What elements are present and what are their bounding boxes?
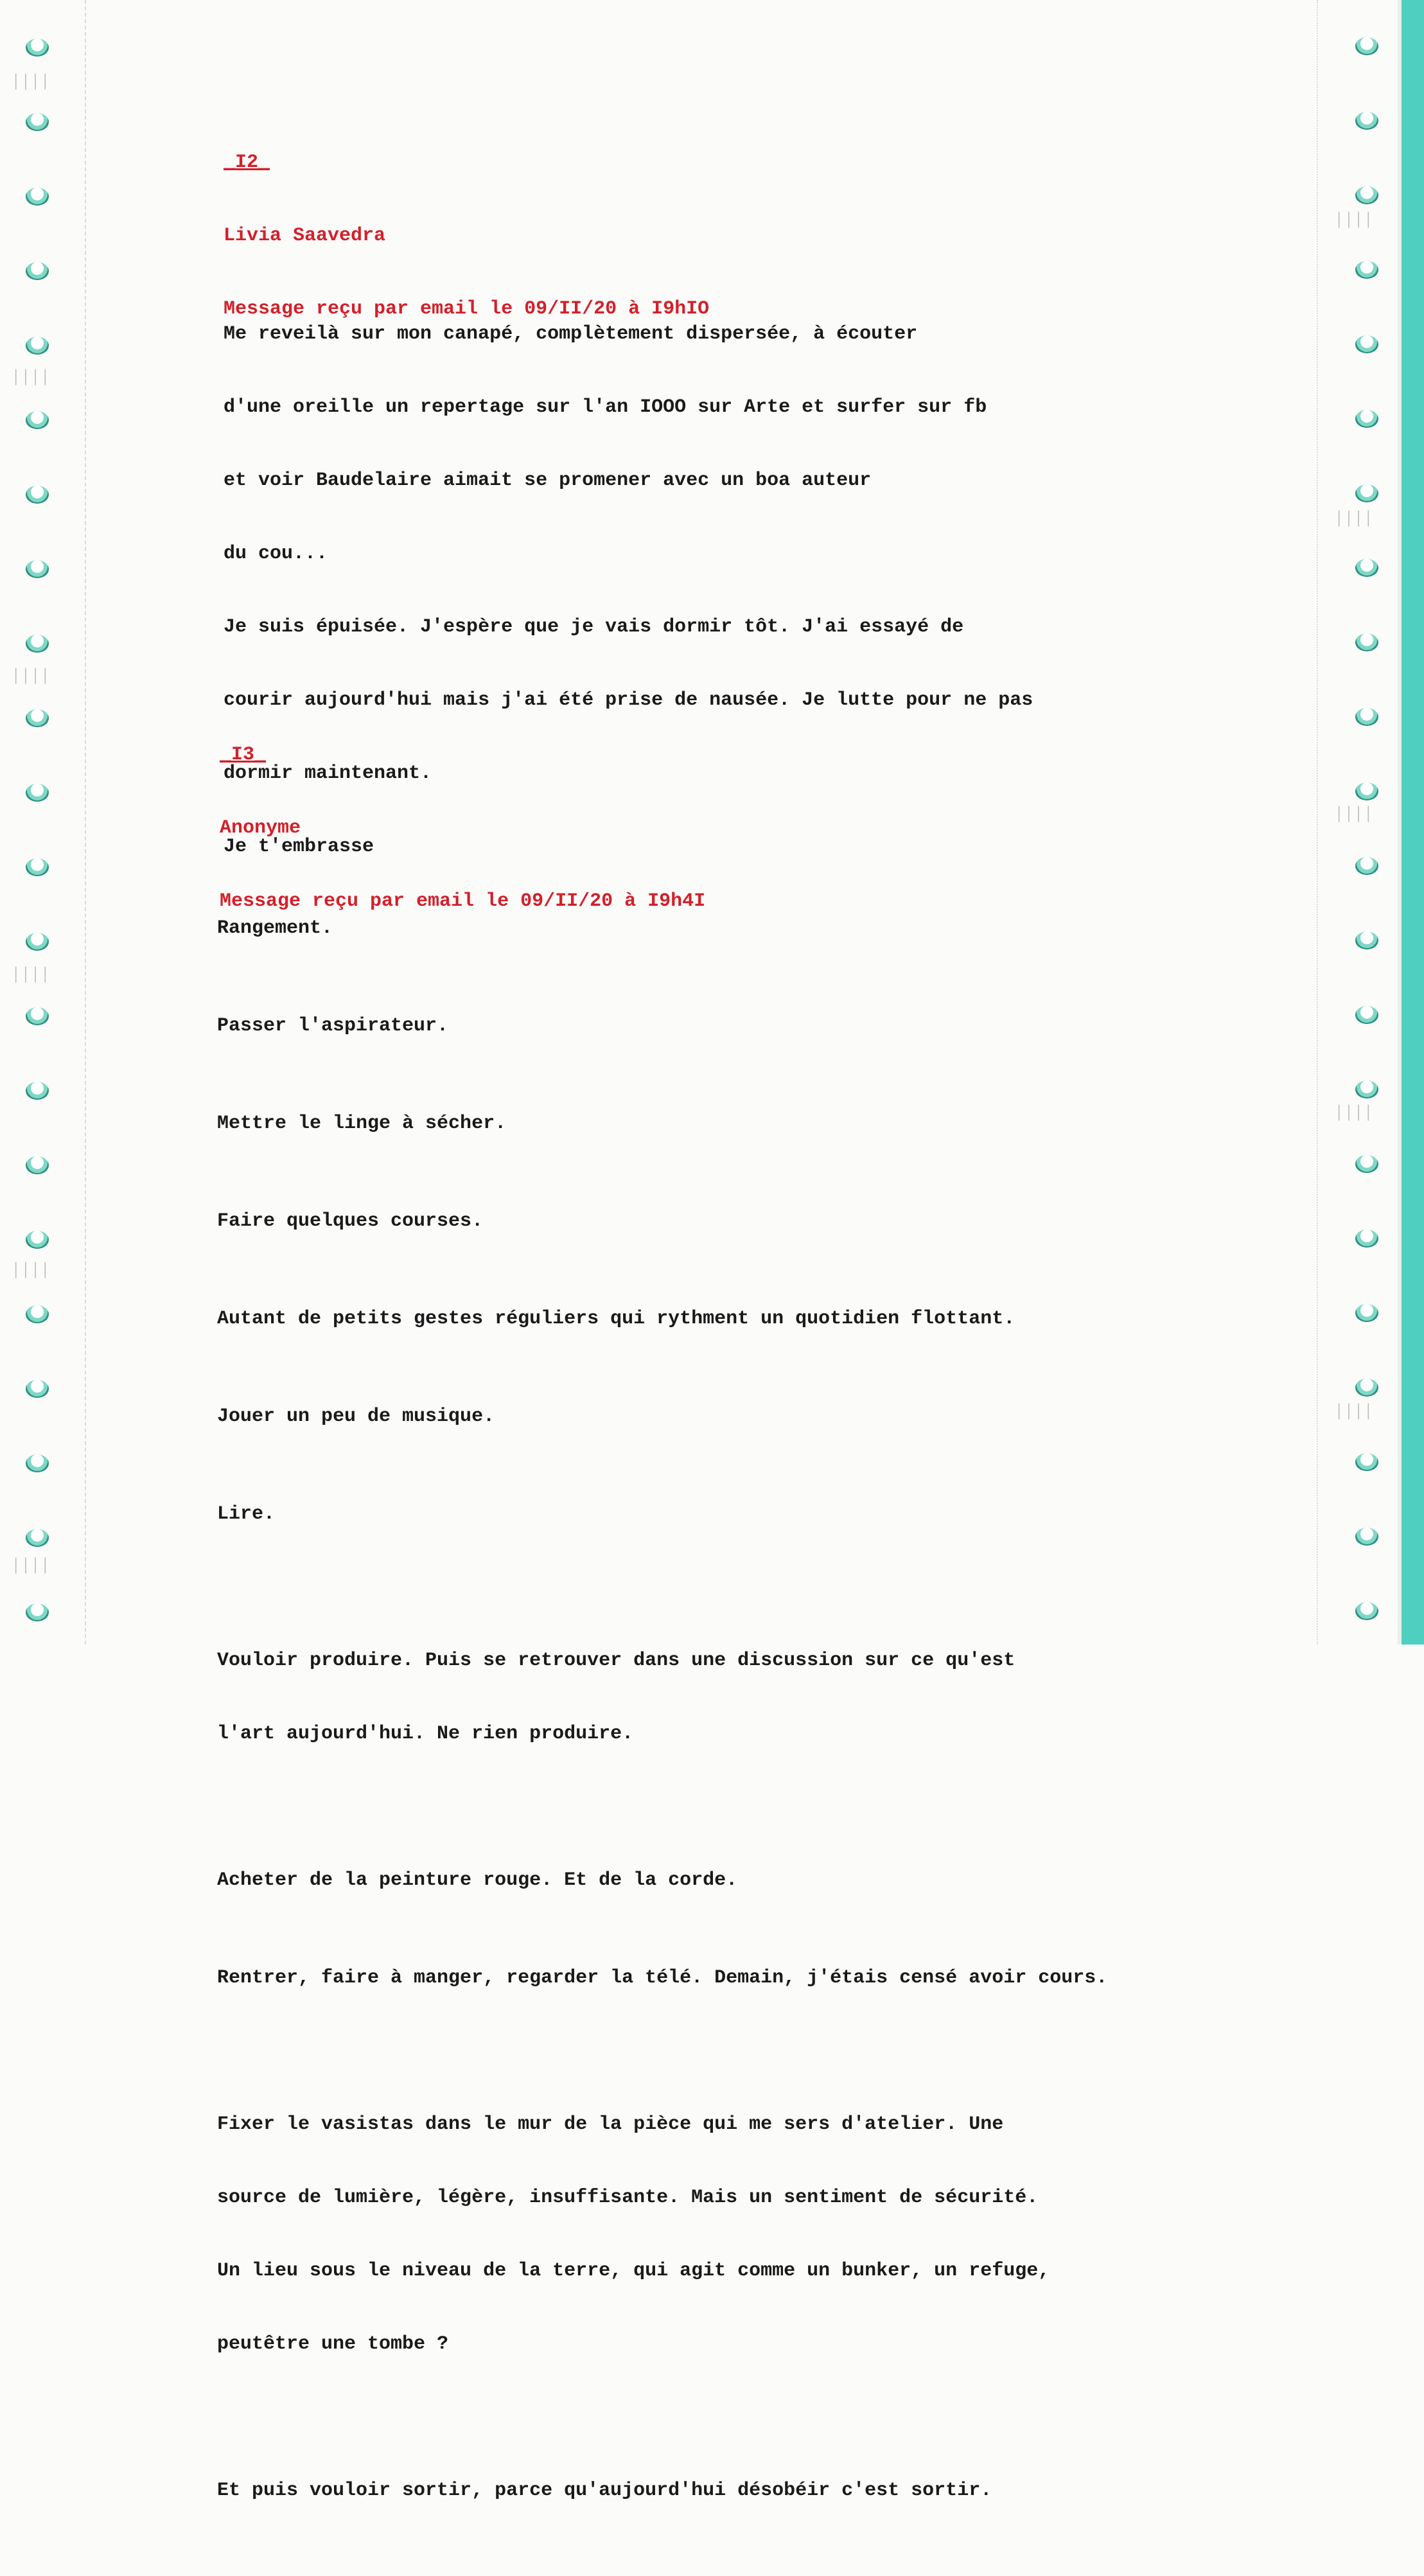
sprocket-hole [26, 411, 49, 429]
message-author: Livia Saavedra [224, 225, 386, 247]
sprocket-hole [26, 560, 49, 578]
body-line: Lire. [217, 1503, 276, 1525]
sprocket-hole [26, 337, 49, 355]
body-paragraph [217, 1600, 1107, 1795]
body-line: Vouloir produire. Puis se retrouver dans une discussion sur ce qu'est [217, 1650, 1015, 1672]
body-paragraph [217, 1307, 1107, 1331]
sprocket-hole [26, 486, 49, 504]
body-line: Je suis épuisée. J'espère que je vais dormir tôt. J'ai essayé de [224, 616, 964, 638]
sprocket-hole [1355, 1304, 1378, 1322]
right-tractor-strip [1330, 0, 1400, 1645]
sprocket-hole [1355, 1230, 1378, 1248]
body-line: Et puis vouloir sortir, parce qu'aujourd'hui désobéir c'est sortir. [217, 2480, 992, 2501]
sprocket-hole [26, 39, 49, 57]
body-paragraph [217, 1111, 1107, 1136]
perforation-ticks: ││││ [1335, 212, 1374, 228]
sprocket-hole [26, 1380, 49, 1398]
body-paragraph [217, 1966, 1107, 1990]
message-received-date: Message reçu par email le 09/II/20 à I9hIO [224, 298, 710, 320]
sprocket-hole [1355, 633, 1378, 651]
sprocket-hole [26, 1156, 49, 1174]
sprocket-hole [1355, 1006, 1378, 1024]
body-line: Jouer un peu de musique. [217, 1406, 495, 1427]
message-received-date: Message reçu par email le 09/II/20 à I9h4I [220, 890, 706, 912]
sprocket-hole [26, 1454, 49, 1472]
body-line: peutêtre une tombe ? [217, 2333, 449, 2355]
perforation-ticks: ││││ [1335, 1404, 1374, 1420]
sprocket-hole [1355, 1453, 1378, 1471]
left-tractor-strip [0, 0, 64, 1645]
sprocket-hole [1355, 1155, 1378, 1173]
body-paragraph [217, 2478, 1107, 2503]
body-line: source de lumière, légère, insuffisante. Mais un sentiment de sécurité. [217, 2187, 1039, 2209]
body-line: Je t'embrasse [224, 836, 374, 858]
sprocket-hole [26, 858, 49, 876]
perforation-ticks: ││││ [12, 1558, 51, 1574]
sprocket-hole [26, 1082, 49, 1100]
body-line: d'une oreille un repertage sur l'an IOOO sur Arte et surfer sur fb [224, 396, 987, 418]
sprocket-hole [1355, 931, 1378, 949]
body-line: Autant de petits gestes réguliers qui rythment un quotidien flottant. [217, 1308, 1015, 1330]
sprocket-hole [1355, 484, 1378, 502]
body-line: Acheter de la peinture rouge. Et de la corde. [217, 1869, 738, 1891]
sprocket-hole [1355, 1528, 1378, 1546]
message-body-13 [217, 867, 1107, 2576]
body-line: Rangement. [217, 917, 333, 939]
sprocket-hole [26, 933, 49, 951]
sprocket-hole [26, 188, 49, 206]
sprocket-hole [1355, 1081, 1378, 1098]
body-line: Mettre le linge à sécher. [217, 1113, 507, 1134]
body-line: Passer l'aspirateur. [217, 1015, 449, 1037]
sprocket-hole [1355, 782, 1378, 800]
body-line: Un lieu sous le niveau de la terre, qui agit comme un bunker, un refuge, [217, 2260, 1050, 2282]
sprocket-hole [26, 1305, 49, 1323]
body-paragraph [217, 1404, 1107, 1429]
body-line: Fixer le vasistas dans le mur de la pièce qui me sers d'atelier. Une [217, 2113, 1004, 2135]
body-line: Rentrer, faire à manger, regarder la télé. Demain, j'étais censé avoir cours. [217, 1967, 1108, 1989]
sprocket-hole [26, 784, 49, 802]
body-line: et voir Baudelaire aimait se promener avec un boa auteur [224, 470, 872, 491]
body-line: l'art aujourd'hui. Ne rien produire. [217, 1723, 634, 1745]
message-number: _I2_ [224, 152, 270, 173]
body-line: du cou... [224, 543, 328, 565]
sprocket-hole [26, 1007, 49, 1025]
body-paragraph [217, 1014, 1107, 1038]
sprocket-hole [1355, 335, 1378, 353]
sprocket-hole [26, 1603, 49, 1621]
body-paragraph [217, 1502, 1107, 1526]
sprocket-hole [1355, 857, 1378, 875]
perforation-ticks: ││││ [12, 74, 51, 90]
sprocket-hole [1355, 186, 1378, 204]
sprocket-hole [1355, 1602, 1378, 1620]
body-line: Me reveilà sur mon canapé, complètement dispersée, à écouter [224, 323, 918, 345]
perforation-ticks: ││││ [12, 1262, 51, 1278]
sprocket-hole [1355, 708, 1378, 726]
sprocket-hole [1355, 1379, 1378, 1397]
sprocket-hole [26, 113, 49, 131]
sprocket-hole [26, 1231, 49, 1249]
sprocket-hole [26, 262, 49, 280]
sprocket-hole [26, 1529, 49, 1547]
sprocket-hole [26, 709, 49, 727]
perforation-ticks: ││││ [1335, 511, 1374, 527]
left-perforation-line [85, 0, 149, 1645]
body-line: Faire quelques courses. [217, 1210, 484, 1232]
sprocket-hole [1355, 37, 1378, 55]
perforation-ticks: ││││ [1335, 806, 1374, 822]
body-line: courir aujourd'hui mais j'ai été prise de nausée. Je lutte pour ne pas [224, 689, 1033, 711]
message-author: Anonyme [220, 817, 301, 839]
body-paragraph [217, 2063, 1107, 2405]
body-paragraph [217, 1868, 1107, 1892]
body-paragraph [217, 1209, 1107, 1233]
body-paragraph [217, 916, 1107, 940]
sprocket-hole [1355, 112, 1378, 130]
message-number: _I3_ [220, 744, 267, 766]
body-line: dormir maintenant. [224, 763, 432, 784]
teal-backing-edge [1402, 0, 1424, 1645]
sprocket-hole [1355, 261, 1378, 279]
sprocket-hole [1355, 559, 1378, 577]
sprocket-hole [26, 635, 49, 653]
sprocket-hole [1355, 410, 1378, 428]
perforation-ticks: ││││ [12, 967, 51, 983]
perforation-ticks: ││││ [1335, 1105, 1374, 1121]
perforation-ticks: ││││ [12, 668, 51, 684]
perforation-ticks: ││││ [12, 369, 51, 385]
